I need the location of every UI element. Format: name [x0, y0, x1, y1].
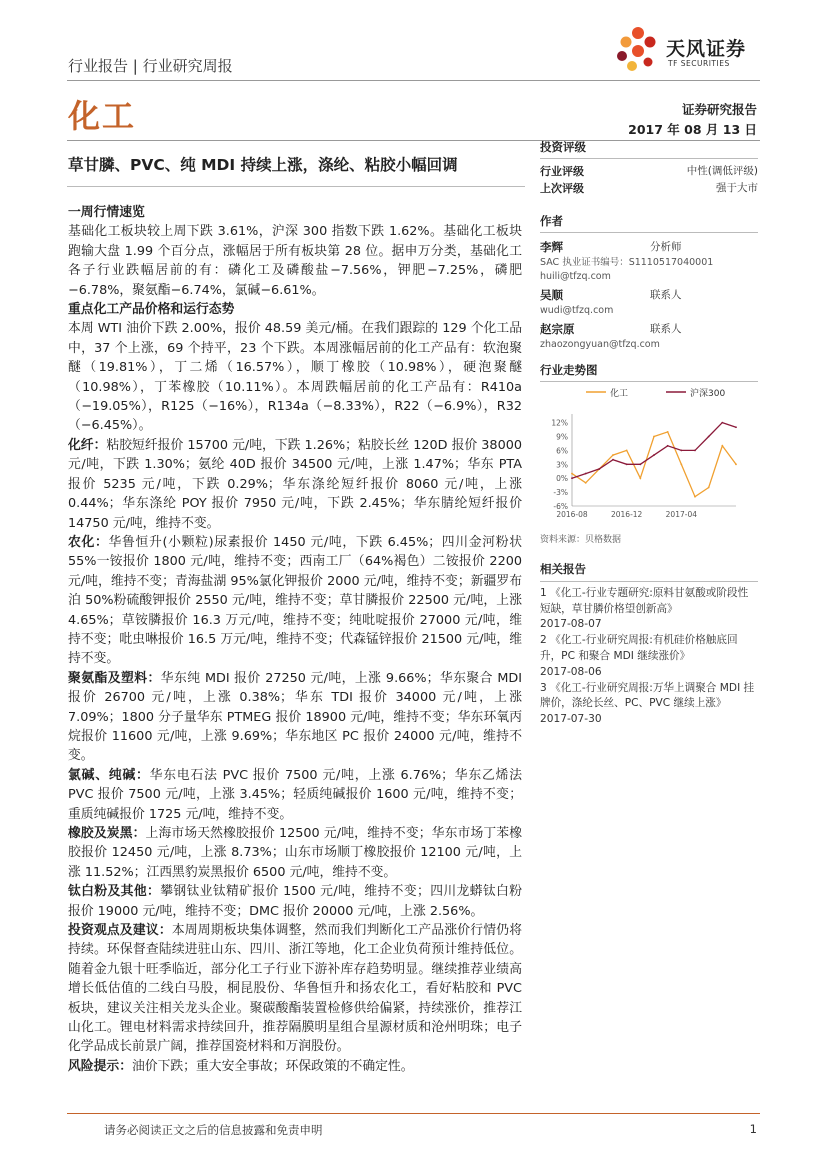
related-report-title[interactable]: 1 《化工-行业专题研究:原料甘氨酸或阶段性短缺，草甘膦价格望创新高》 — [540, 586, 749, 615]
data-point — [708, 487, 710, 489]
paragraph-lead: 投资观点及建议： — [68, 923, 172, 939]
x-tick-label: 2016-08 — [556, 510, 588, 519]
author-name: 吴顺 — [540, 288, 563, 302]
page-number: 1 — [749, 1122, 757, 1136]
paragraph-text: 攀钢钛业钛精矿报价 1500 元/吨，维持不变；四川龙蟒钛白粉报价 19000 元/吨，维持不变；DMC 报价 20000 元/吨，上涨 2.56%。 — [68, 884, 523, 919]
y-tick-label: -3% — [553, 488, 568, 498]
y-tick-label: 9% — [556, 432, 568, 442]
chart-source: 资料来源：贝格数据 — [540, 535, 622, 545]
data-point — [653, 454, 655, 456]
paragraph — [68, 533, 522, 669]
paragraph — [68, 436, 522, 533]
author-email[interactable]: huili@tfzq.com — [540, 271, 611, 282]
section-heading: 一周行情速览 — [68, 205, 145, 220]
author-entry — [540, 239, 758, 284]
author-email[interactable]: wudi@tfzq.com — [540, 305, 614, 316]
sector-title: 化工 — [68, 97, 137, 135]
paragraph-lead: 化纤： — [68, 437, 107, 453]
related-report-title[interactable]: 3 《化工-行业研究周报:万华上调聚合 MDI 挂牌价，涤纶长丝、PC、PVC 继续上涨》 — [540, 681, 755, 710]
paragraph: 本周 WTI 油价下跌 2.00%，报价 48.59 美元/桶。在我们跟踪的 129 个化工品中，37 个上涨，69 个持平，23 个下跌。本周涨幅居前的化工产品有：软泡聚醚（19.81%），丁二烯（16.57%），顺丁橡胶（10.98%），硬泡聚醚（10.98%），丁苯橡胶（10.11%）。本周跌幅居前的化工产品有：R410a（−19.05%），R125（−16%），R134a（−8.33%），R22（−6.9%），R32（−6.45%）。 — [68, 321, 522, 434]
industry-rating-value: 中性(调低评级) — [686, 165, 758, 177]
x-tick-label: 2017-04 — [665, 510, 698, 519]
paragraph-text: 华东纯 MDI 报价 27250 元/吨，上涨 9.66%；华东聚合 MDI 报价 26700 元/吨，上涨 0.38%；华东 TDI 报价 34000 元/吨，上涨 7.09%；1800 分子量华东 PTMEG 报价 18900 元/吨，维持不变；华东环氧丙烷报价 11600 元/吨，上涨 9.69%；华东地区 PC 报价 24000 元/吨，维持不变。 — [68, 670, 523, 764]
paragraph-text: 本周周期板块集体调整，然而我们判断化工产品涨价行情仍将持续。环保督查陆续进驻山东、四川、浙江等地，化工企业负荷预计维持低位。随着金九银十旺季临近，部分化工子行业下游补库存趋势明显。继续推荐业绩高增长低估值的二线白马股，桐昆股份、华鲁恒升和扬农化工，看好粘胶和 PVC 板块，建议关注相关龙头企业。聚碳酸酯装置检修供给偏紧，持续涨价，推荐江山化工。锂电材料需求持续回升，推荐隔膜明星组合星源材质和沧州明珠；电子化学品成长前景广阔，推荐国瓷材料和万润股份。 — [68, 923, 522, 1055]
paragraph-text: 油价下跌；重大安全事故；环保政策的不确定性。 — [131, 1058, 414, 1074]
paragraph — [68, 766, 522, 824]
data-point — [626, 463, 628, 465]
related-report[interactable] — [540, 681, 758, 728]
paragraph — [68, 669, 522, 766]
data-point — [598, 468, 600, 470]
paragraph: 基础化工板块较上周下跌 3.61%，沪深 300 指数下跌 1.62%。基础化工板块跑输大盘 1.99 个百分点，涨幅居于所有板块第 28 位。据申万分类，基础化工各子行业跌幅居前的有：磷化工及磷酸盐−7.56%，钾肥−7.25%，磷肥−6.78%，聚氨酯−6.74%，氯碱−6.61%。 — [68, 224, 522, 298]
author-entry — [540, 287, 758, 318]
author-role: 分析师 — [650, 241, 682, 253]
author-entry — [540, 321, 758, 352]
data-point — [694, 496, 696, 498]
brand-name-en: TF SECURITIES — [668, 59, 730, 68]
author-cert: SAC 执业证书编号：S1110517040001 — [540, 257, 714, 268]
report-category: 行业报告 | 行业研究周报 — [68, 57, 233, 75]
data-point — [680, 463, 682, 465]
industry-rating-row — [540, 163, 758, 180]
data-point — [626, 450, 628, 452]
section-heading: 重点化工产品价格和运行态势 — [68, 302, 235, 318]
data-point — [708, 436, 710, 438]
data-point — [694, 450, 696, 452]
data-point — [735, 463, 737, 465]
paragraph-text: 华东电石法 PVC 报价 7500 元/吨，上涨 6.76%；华东乙烯法 PVC 报价 7500 元/吨，上涨 3.45%；轻质纯碱报价 1600 元/吨，维持不变；重质纯碱报价 1725 元/吨，维持不变。 — [68, 767, 523, 822]
paragraph-lead: 橡胶及炭黑： — [68, 826, 146, 841]
y-tick-label: 3% — [556, 460, 568, 470]
related-report-date: 2017-07-30 — [540, 713, 602, 726]
paragraph-lead: 氯碱、纯碱： — [68, 767, 150, 783]
header-rule — [67, 80, 760, 81]
prev-rating-value: 强于大市 — [716, 182, 758, 194]
data-point — [667, 431, 669, 433]
data-point — [639, 477, 641, 479]
paragraph — [68, 921, 522, 1057]
related-report-title[interactable]: 2 《化工-行业研究周报:有机硅价格触底回升，PC 和聚合 MDI 继续涨价》 — [540, 634, 738, 662]
authors-panel — [540, 213, 758, 352]
data-point — [585, 473, 587, 475]
report-type: 证券研究报告 — [681, 102, 757, 117]
data-point — [667, 445, 669, 447]
paragraph — [68, 824, 522, 882]
data-point — [680, 450, 682, 452]
main-body — [68, 203, 522, 1076]
legend-label: 化工 — [610, 389, 629, 399]
paragraph — [68, 882, 522, 921]
series-line — [572, 432, 736, 497]
tf-logo-icon — [612, 24, 664, 74]
report-date: 2017 年 08 月 13 日 — [628, 122, 757, 137]
divider — [540, 232, 758, 233]
related-panel — [540, 562, 758, 728]
paragraph-lead: 聚氨酯及塑料： — [68, 670, 161, 686]
related-report[interactable] — [540, 633, 758, 680]
paragraph-lead: 农化： — [68, 534, 109, 550]
paragraph-text: 华鲁恒升(小颗粒)尿素报价 1450 元/吨，下跌 6.45%；四川金河粉状 55%一铵报价 1800 元/吨，维持不变；西南工厂（64%褐色）二铵报价 2200 元/吨，维持不变；青海盐湖 95%氯化钾报价 2000 元/吨，维持不变；新疆罗布泊 50%粉硫酸钾报价 2550 元/吨，维持不变；草甘膦报价 22500 元/吨，上涨 4.65%；草铵膦报价 16.3 万元/吨，维持不变；纯吡啶报价 27000 元/吨，维持不变；吡虫啉报价 16.5 万元/吨，维持不变；代森锰锌报价 21500 元/吨，维持不变。 — [68, 534, 522, 667]
brand-name: 天风证券 — [666, 38, 747, 60]
series-line — [572, 423, 736, 479]
brand-logo — [612, 24, 762, 74]
y-tick-label: 6% — [556, 446, 568, 456]
author-role: 联系人 — [650, 323, 682, 335]
prev-rating-row — [540, 180, 758, 197]
industry-rating-label: 行业评级 — [540, 165, 584, 178]
footer-disclaimer[interactable]: 请务必阅读正文之后的信息披露和免责申明 — [104, 1123, 323, 1137]
paragraph-lead: 风险提示： — [68, 1058, 132, 1074]
footer-rule — [67, 1113, 760, 1114]
authors-title: 作者 — [540, 214, 563, 228]
data-point — [612, 459, 614, 461]
data-point — [653, 436, 655, 438]
data-point — [639, 463, 641, 465]
author-role: 联系人 — [650, 289, 682, 301]
author-name: 李辉 — [540, 240, 563, 254]
y-tick-label: 0% — [556, 474, 568, 484]
headline-rule — [67, 186, 525, 187]
legend-label: 沪深300 — [690, 389, 726, 399]
x-tick-label: 2016-12 — [610, 510, 643, 519]
data-point — [571, 477, 573, 479]
paragraph-lead: 钛白粉及其他： — [68, 884, 161, 900]
data-point — [585, 482, 587, 484]
divider — [540, 581, 758, 582]
related-report-date: 2017-08-06 — [540, 665, 602, 678]
paragraph-text: 粘胶短纤报价 15700 元/吨，下跌 1.26%；粘胶长丝 120D 报价 38000 元/吨，下跌 1.30%；氨纶 40D 报价 34500 元/吨，上涨 1.47%；华东 PTA 报价 5235 元/吨，下跌 0.29%；华东涤纶短纤报价 8060 元/吨，上涨 0.44%；华东涤纶 POY 报价 7950 元/吨，下跌 2.45%；华东腈纶短纤报价 14750 元/吨，维持不变。 — [68, 437, 523, 531]
trend-chart — [540, 378, 762, 520]
data-point — [735, 426, 737, 428]
y-tick-label: -6% — [553, 502, 568, 511]
data-point — [571, 473, 573, 475]
divider — [540, 158, 758, 159]
prev-rating-label: 上次评级 — [540, 182, 584, 195]
trend-title: 行业走势图 — [540, 363, 598, 377]
headline: 草甘膦、PVC、纯 MDI 持续上涨，涤纶、粘胶小幅回调 — [68, 156, 458, 174]
paragraph — [68, 1057, 522, 1076]
data-point — [612, 454, 614, 456]
paragraph-text: 上海市场天然橡胶报价 12500 元/吨，维持不变；华东市场丁苯橡胶报价 12450 元/吨，上涨 8.73%；山东市场顺丁橡胶报价 12100 元/吨，上涨 11.52%；江西黑豹炭黑报价 6500 元/吨，维持不变。 — [68, 826, 523, 880]
related-report[interactable] — [540, 586, 758, 633]
author-email[interactable]: zhaozongyuan@tfzq.com — [540, 339, 660, 350]
y-tick-label: 12% — [551, 418, 568, 428]
rating-panel — [540, 139, 758, 197]
rating-title: 投资评级 — [540, 140, 586, 154]
data-point — [721, 422, 723, 424]
related-report-date: 2017-08-07 — [540, 618, 602, 631]
related-title: 相关报告 — [540, 562, 586, 576]
data-point — [721, 445, 723, 447]
author-name: 赵宗原 — [540, 322, 575, 336]
